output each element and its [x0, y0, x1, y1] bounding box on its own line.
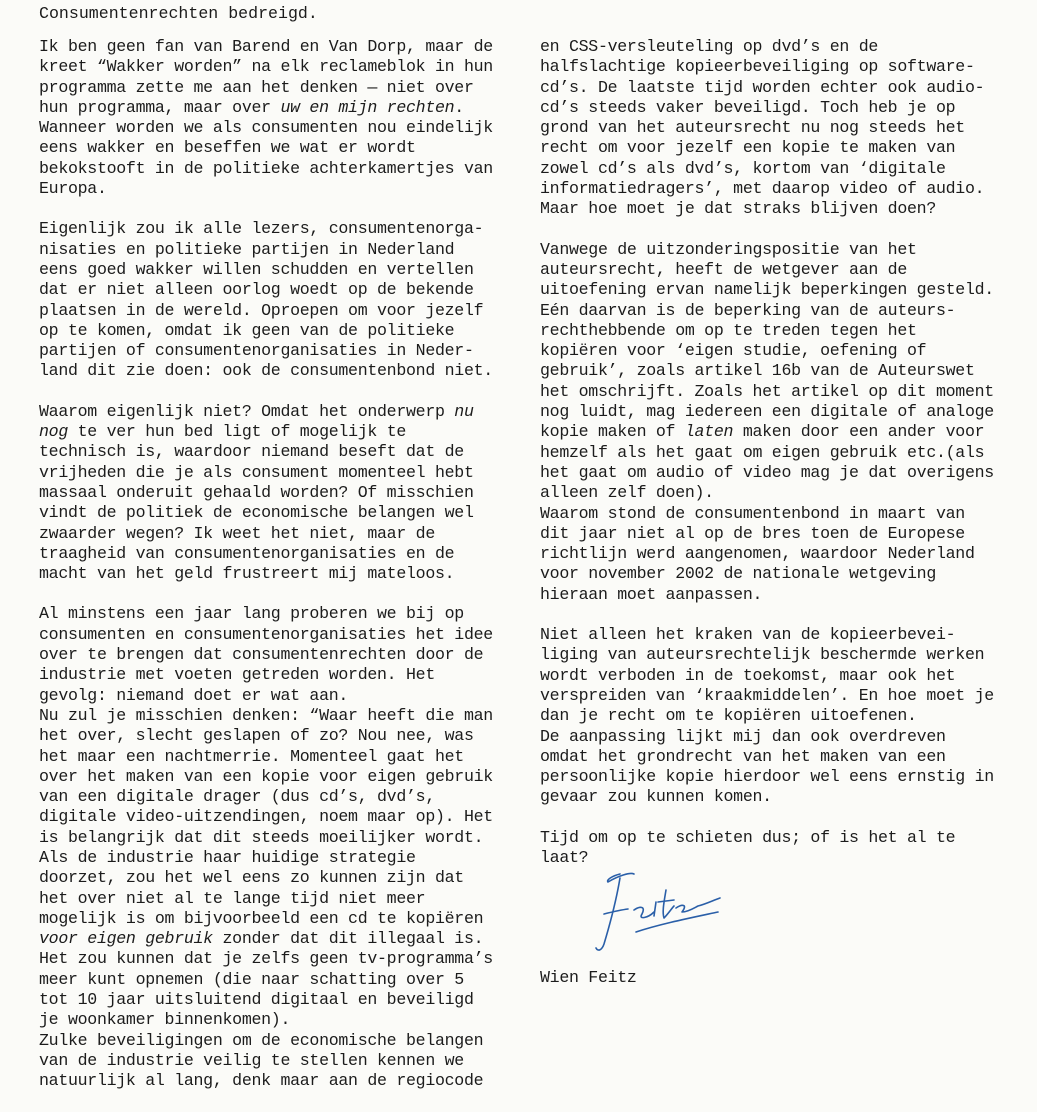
- paragraph: Niet alleen het kraken van de kopieerbevei- liging van auteursrechtelijk beschermde werken wordt verboden in de toekomst, maar ook het verspreiden van ‘kraakmiddelen’. En hoe moet je dan je recht om te kopiëren uitoefenen.: [540, 625, 994, 726]
- paragraph: Waarom stond de consumentenbond in maart van dit jaar niet al op de bres toen de Europese richtlijn werd aangenomen, waardoor Nederland voor november 2002 de nationale wetgeving hieraan moet aanpassen.: [540, 503, 975, 604]
- paragraph: Zulke beveiligingen om de economische belangen van de industrie veilig te stellen kennen we natuurlijk al lang, denk maar aan de regiocode: [39, 1030, 484, 1091]
- handwritten-signature-icon: [590, 862, 725, 962]
- paragraph: Tijd om op te schieten dus; of is het al te laat?: [540, 827, 956, 867]
- paragraph: Ik ben geen fan van Barend en Van Dorp, maar de kreet “Wakker worden” na elk reclameblok in hun programma zette me aan het denken — niet over hun programma, maar over uw en mijn rechten. Wanneer worden we als consumenten nou eindelijk eens wakker en beseffen we wat er wordt bekokstooft in de politieke achterkamertjes van Europa.: [39, 37, 493, 199]
- paragraph: De aanpassing lijkt mij dan ook overdreven omdat het grondrecht van het maken van een persoonlijke kopie hierdoor wel eens ernstig in gevaar zou kunnen komen.: [540, 726, 994, 807]
- right-column: [540, 37, 1025, 888]
- paragraph: Nu zul je misschien denken: “Waar heeft die man het over, slecht geslapen of zo? Nou nee, was het maar een nachtmerrie. Momenteel gaat het over het maken van een kopie voor eigen gebruik van een digitale drager (dus cd’s, dvd’s, digitale video-uitzendingen, noem maar op). Het is belangrijk dat dit steeds moeilijker wordt. Als de industrie haar huidige strategie doorzet, zou het wel eens zo kunnen zijn dat het over niet al te lange tijd niet meer mogelijk is om bijvoorbeeld een cd te kopiëren voor eigen gebruik zonder dat dit illegaal is. Het zou kunnen dat je zelfs geen tv-programma’s meer kunt opnemen (die naar schatting over 5 tot 10 jaar uitsluitend digitaal en beveiligd je woonkamer binnenkomen).: [39, 705, 493, 1030]
- letter-heading: Consumentenrechten bedreigd.: [39, 4, 318, 23]
- paragraph: Vanwege de uitzonderingspositie van het auteursrecht, heeft de wetgever aan de uitoefening ervan namelijk beperkingen gesteld. Eén daarvan is de beperking van de auteurs- rechthebbende om op te treden tegen het kopiëren voor ‘eigen studie, oefening of gebruik’, zoals artikel 16b van de Auteurswet het omschrijft. Zoals het artikel op dit moment nog luidt, mag iedereen een digitale of analoge kopie maken of laten maken door een ander voor hemzelf als het gaat om eigen gebruik etc.(als het gaat om audio of video mag je dat overigens alleen zelf doen).: [540, 239, 994, 503]
- paragraph: Waarom eigenlijk niet? Omdat het onderwerp nu nog te ver hun bed ligt of mogelijk te technisch is, waardoor niemand beseft dat de vrijheden die je als consument momenteel hebt massaal onderuit gehaald worden? Of misschien vindt de politiek de economische belangen wel zwaarder wegen? Ik weet het niet, maar de traagheid van consumentenorganisaties en de macht van het geld frustreert mij mateloos.: [39, 401, 474, 584]
- paragraph: Eigenlijk zou ik alle lezers, consumentenorga- nisaties en politieke partijen in Nederland eens goed wakker willen schudden en vertellen dat er niet alleen oorlog woedt op de bekende plaatsen in de wereld. Oproepen om voor jezelf op te komen, omdat ik geen van de politieke partijen of consumentenorganisaties in Neder- land dit zie doen: ook de consumentenbond niet.: [39, 219, 493, 381]
- left-column: [39, 0, 519, 1112]
- paragraph: Al minstens een jaar lang proberen we bij op consumenten en consumentenorganisaties het idee over te brengen dat consumentenrechten door de industrie met voeten getreden worden. Het gevolg: niemand doet er wat aan.: [39, 604, 493, 705]
- signer-name: Wien Feitz: [540, 968, 637, 987]
- paragraph: en CSS-versleuteling op dvd’s en de halfslachtige kopieerbeveiliging op software- cd’s. De laatste tijd worden echter ook audio- cd’s steeds vaker beveiligd. Toch heb je op grond van het auteursrecht nu nog steeds het recht om voor jezelf een kopie te maken van zowel cd’s als dvd’s, kortom van ‘digitale informatiedragers’, met daarop video of audio. Maar hoe moet je dat straks blijven doen?: [540, 37, 985, 219]
